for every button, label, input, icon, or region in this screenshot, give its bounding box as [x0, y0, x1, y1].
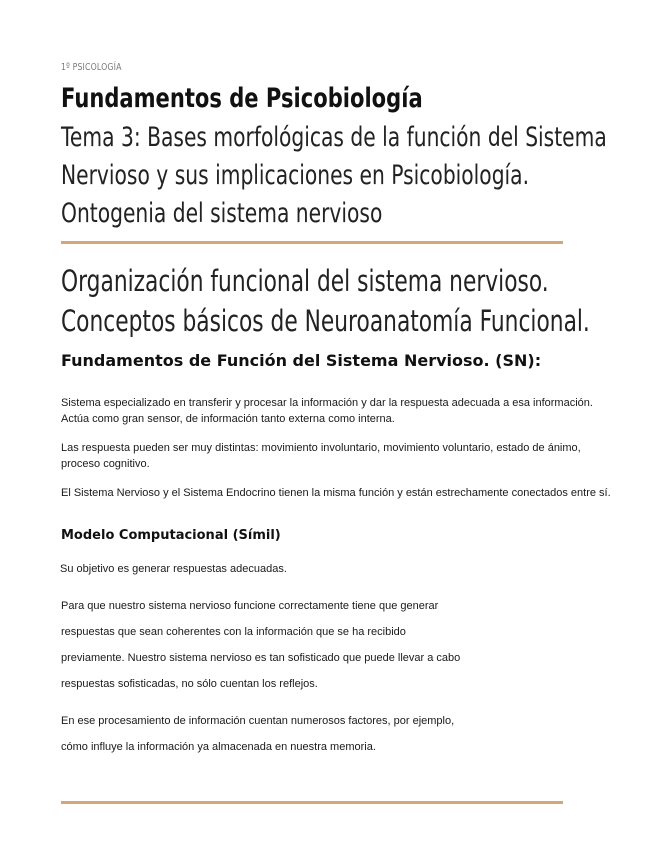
text-line: cómo influye la información ya almacenada en nuestra memoria. [61, 741, 376, 753]
topic-title-line: Ontogenia del sistema nervioso [61, 198, 383, 229]
course-level-label: 1º PSICOLOGÍA [61, 62, 122, 73]
section-title-line: Conceptos básicos de Neuroanatomía Funcional. [61, 304, 590, 338]
paragraph: El Sistema Nervioso y el Sistema Endocrino tienen la misma función y están estrechamente conectados entre sí. [61, 487, 611, 499]
footer-divider [61, 801, 563, 804]
text-line: Para que nuestro sistema nervioso funcione correctamente tiene que generar [61, 600, 439, 612]
section-heading: Fundamentos de Función del Sistema Nervioso. (SN): [61, 351, 542, 370]
subsection-heading: Modelo Computacional (Símil) [61, 528, 281, 543]
topic-title [61, 119, 607, 233]
header-divider [61, 241, 563, 244]
course-title: Fundamentos de Psicobiología [61, 83, 423, 114]
paragraph: Las respuesta pueden ser muy distintas: movimiento involuntario, movimiento voluntario, estado de ánimo, proceso cognitivo. [61, 442, 581, 470]
text-line: respuestas que sean coherentes con la información que se ha recibido [61, 626, 406, 638]
text-line: previamente. Nuestro sistema nervioso es tan sofisticado que puede llevar a cabo [61, 652, 461, 664]
topic-title-line: Tema 3: Bases morfológicas de la función del Sistema [61, 122, 607, 153]
topic-title-line: Nervioso y sus implicaciones en Psicobiología. [61, 160, 530, 191]
section-title [61, 261, 590, 341]
text-line: respuestas sofisticadas, no sólo cuentan los reflejos. [61, 678, 318, 690]
section-title-line: Organización funcional del sistema nervioso. [61, 264, 549, 298]
subsection-intro: Su objetivo es generar respuestas adecuadas. [60, 563, 287, 575]
text-line: En ese procesamiento de información cuentan numerosos factores, por ejemplo, [61, 715, 455, 727]
paragraph: Sistema especializado en transferir y procesar la información y dar la respuesta adecuada a esa información. Actúa como gran sensor, de información tanto externa como interna. [61, 397, 593, 425]
